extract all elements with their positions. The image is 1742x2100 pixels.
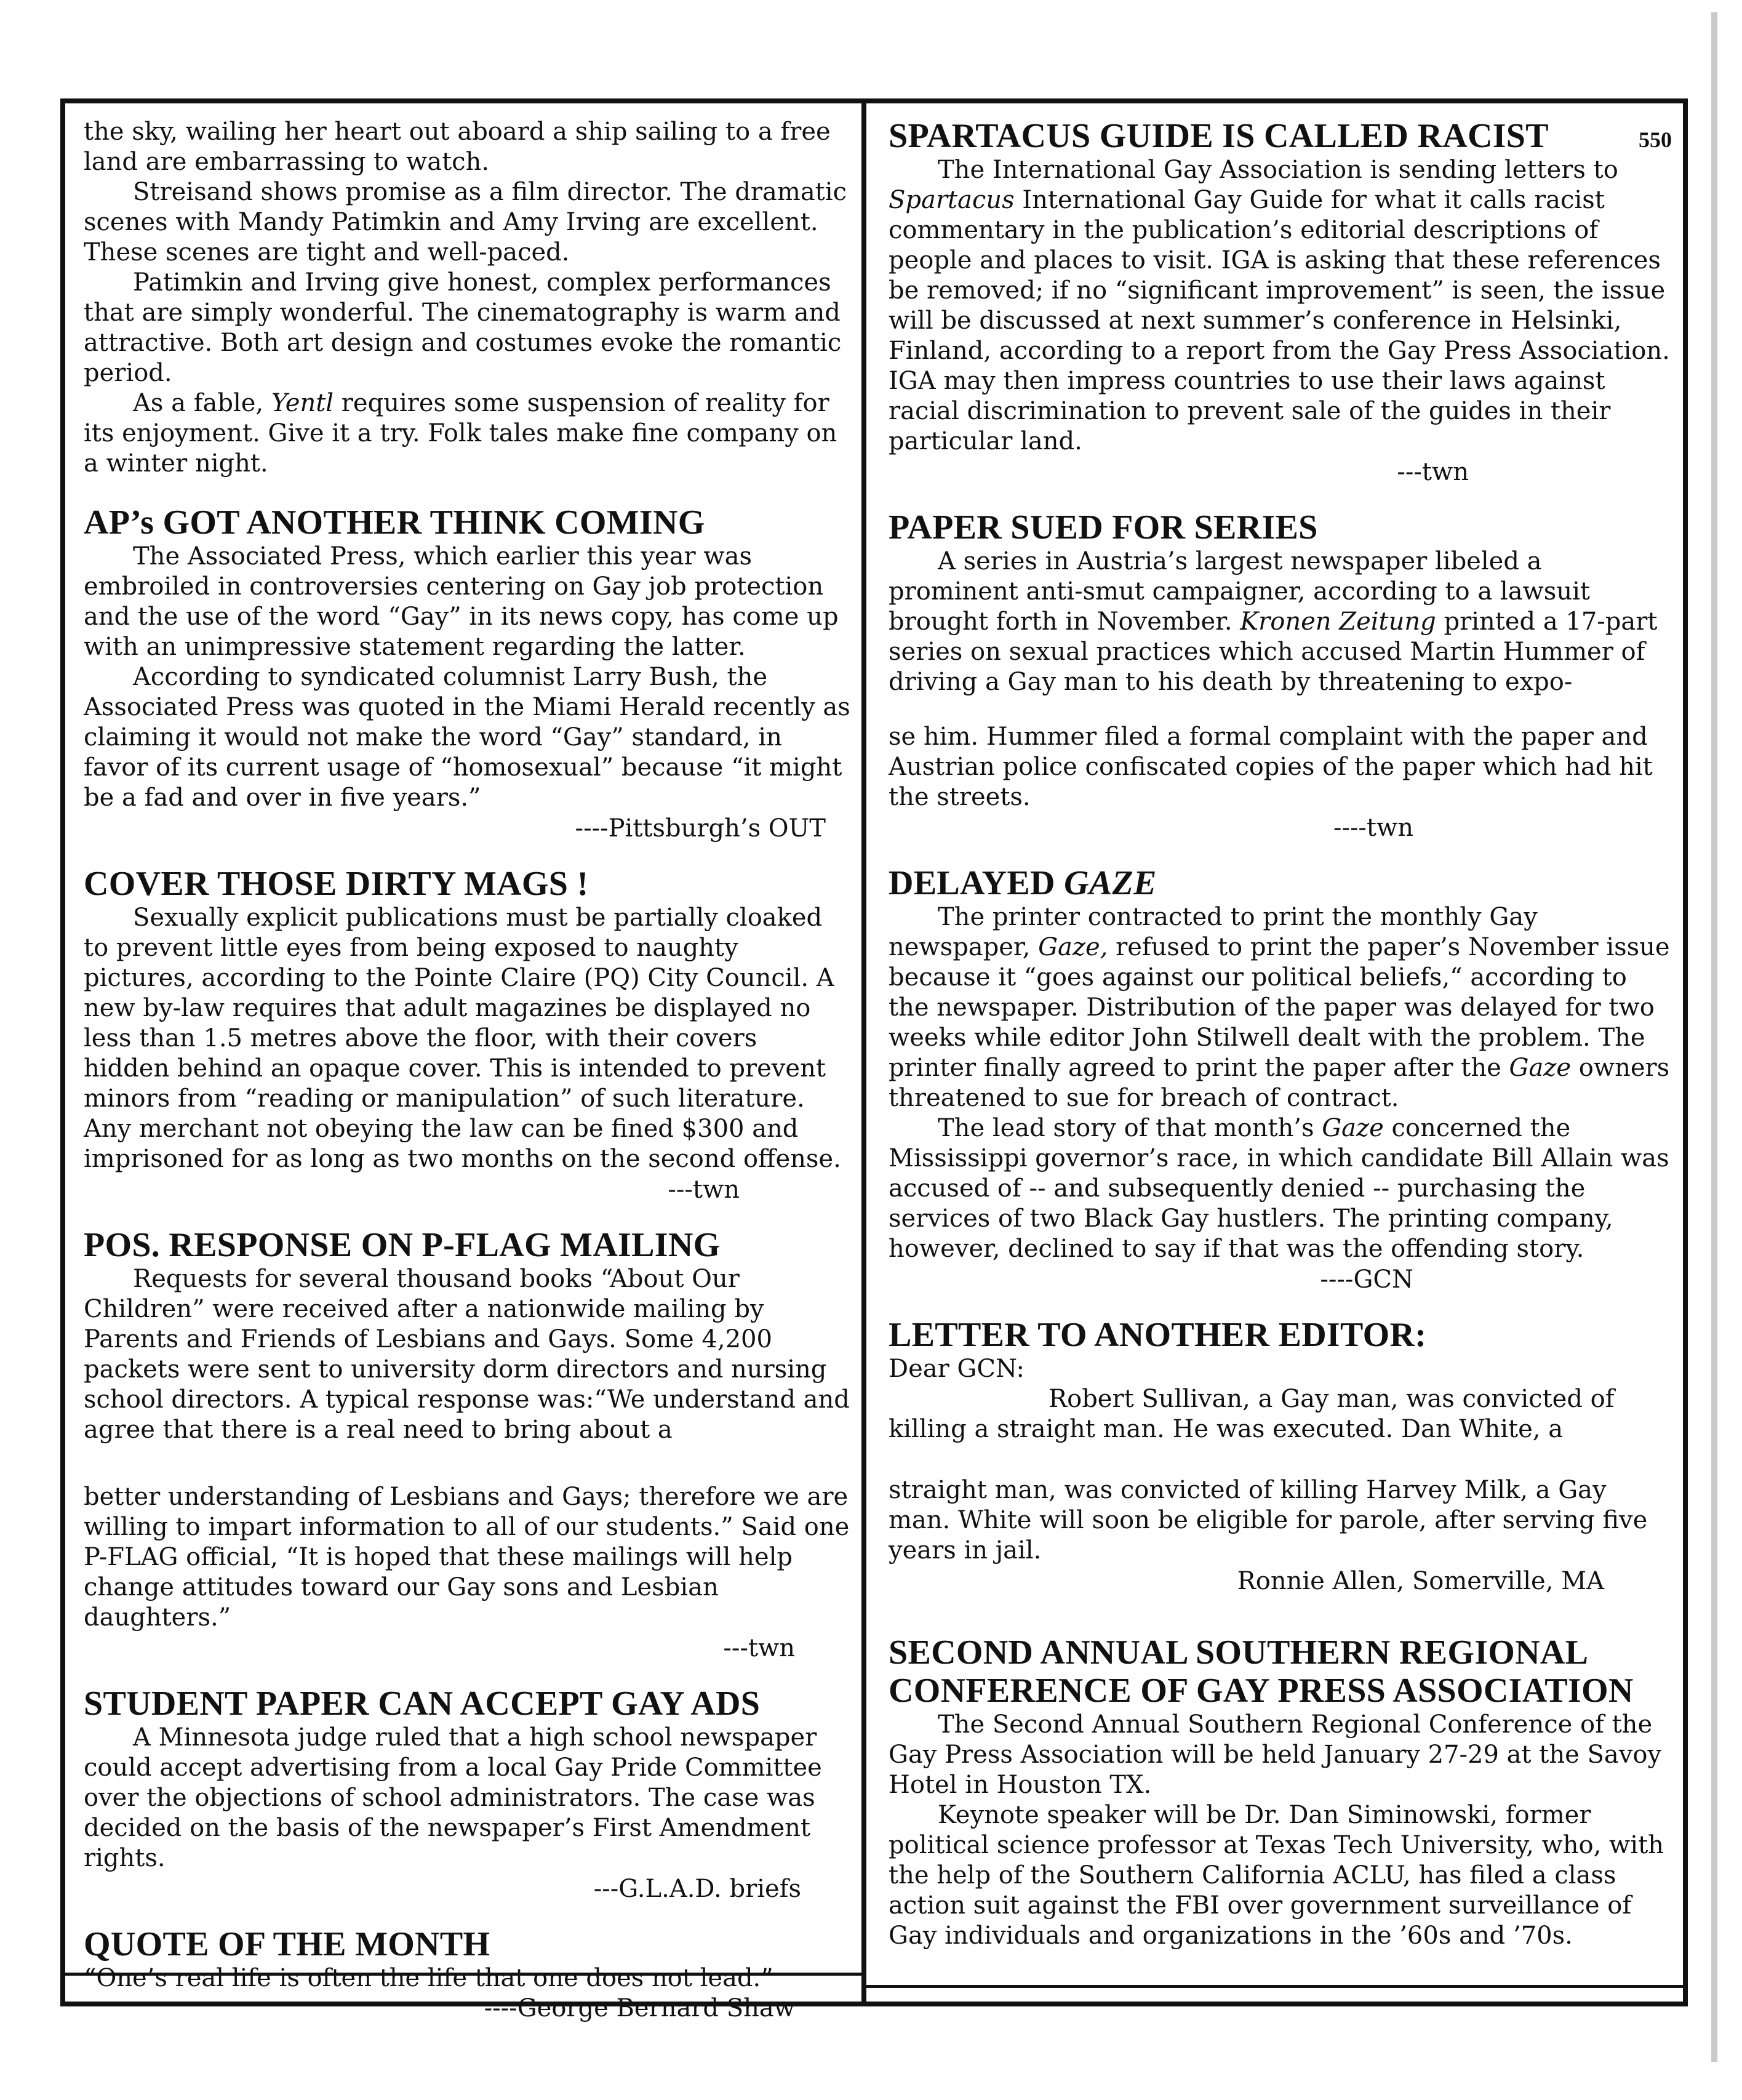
text-run: A series in Austria’s largest newspaper libeled a prominent anti-smut campaigner, according to a lawsuit brought forth in November.	[889, 547, 1590, 636]
headline-row	[889, 117, 1672, 155]
source-credit: ----Pittsburgh’s OUT	[575, 814, 826, 843]
article-paper-sued	[889, 508, 1672, 843]
headline-title: GAZE	[1064, 864, 1157, 902]
article-paragraph: According to syndicated columnist Larry Bush, the Associated Press was quoted in the Miami Herald recently as claiming it would not make the word “Gay” standard, in favor of its current usage of “homosexual” because “it might be a fad and over in five years.”	[84, 663, 850, 812]
article-paragraph: Patimkin and Irving give honest, complex performances that are simply wonderful. The cinematography is warm and attractive. Both art design and costumes evoke the romantic period.	[84, 268, 842, 387]
publication-title: Gaze,	[1038, 933, 1108, 961]
letter-signature: Ronnie Allen, Somerville, MA	[1237, 1567, 1604, 1595]
headline: STUDENT PAPER CAN ACCEPT GAY ADS	[84, 1685, 761, 1723]
article-paragraph	[889, 547, 1672, 697]
article-paragraph: Sexually explicit publications must be partially cloaked to prevent little eyes from being exposed to naughty pictures, according to the Pointe Claire (PQ) City Council. A new by-law requires that adult magazines be displayed no less than 1.5 metres above the floor, with their covers hidden behind an opaque cover. This is intended to prevent minors from “reading or manipulation” of such literature. Any merchant not obeying the law can be fined $300 and imprisoned for as long as two months on the second offense.	[84, 904, 841, 1173]
source-credit: ----GCN	[1320, 1265, 1413, 1294]
headline: CONFERENCE OF GAY PRESS ASSOCIATION	[889, 1672, 1634, 1710]
article-paragraph: A Minnesota judge ruled that a high school newspaper could accept advertising from a local Gay Pride Committee over the objections of school administrators. The case was decided on the basis of the newspaper’s First Amendment rights.	[84, 1723, 822, 1872]
article-paragraph: Robert Sullivan, a Gay man, was convicted of killing a straight man. He was executed. Dan White, a	[889, 1385, 1615, 1443]
article-paragraph: Streisand shows promise as a film director. The dramatic scenes with Mandy Patimkin and Amy Irving are excellent. These scenes are tight and well-paced.	[84, 178, 847, 267]
text-run: refused to print the paper’s November issue because it “goes against our political beliefs,“ according to the newspaper. Distribution of the paper was delayed for two weeks while editor John Stilwell dealt with the problem. The printer finally agreed to print the paper after the	[889, 933, 1670, 1082]
article-letter	[889, 1316, 1672, 1597]
article-student-paper	[84, 1685, 850, 1904]
text-run: concerned the Mississippi governor’s race, in which candidate Bill Allain was accused of -- and subsequently denied -- purchasing the services of two Black Gay hustlers. The printing company, however, declined to say if that was the offending story.	[889, 1114, 1669, 1263]
article-conference	[889, 1633, 1672, 1951]
article-paragraph: better understanding of Lesbians and Gays; therefore we are willing to impart information to all of our students.” Said one P-FLAG official, “It is hoped that these mailings will help change attitudes toward our Gay sons and Lesbian daughters.”	[84, 1483, 850, 1632]
headline: POS. RESPONSE ON P-FLAG MAILING	[84, 1226, 721, 1264]
article-pflag	[84, 1226, 850, 1664]
letter-salutation: Dear GCN:	[889, 1355, 1025, 1383]
article-paragraph	[84, 388, 850, 479]
headline: PAPER SUED FOR SERIES	[889, 508, 1318, 547]
source-credit: ---G.L.A.D. briefs	[593, 1875, 801, 1903]
left-column	[60, 98, 866, 2022]
article-paragraph: Keynote speaker will be Dr. Dan Siminowski, former political science professor at Texas Tech University, who, with the help of the Southern California ACLU, has filed a class action suit against the FBI over government surveillance of Gay individuals and organizations in the ’60s and ’70s.	[889, 1801, 1664, 1950]
publication-title: Kronen Zeitung	[1240, 607, 1436, 636]
source-credit: ---twn	[668, 1176, 740, 1204]
page-edge-shadow	[1711, 12, 1717, 2062]
publication-title: Gaze	[1322, 1114, 1384, 1142]
source-credit: ---twn	[723, 1634, 795, 1662]
headline: AP’s GOT ANOTHER THINK COMING	[84, 503, 705, 542]
quote-attribution: ----George Bernard Shaw	[484, 1994, 795, 2022]
headline: SECOND ANNUAL SOUTHERN REGIONAL	[889, 1633, 1589, 1672]
text-run: requires some suspension of reality for its enjoyment. Give it a try. Folk tales make fine company on a winter night.	[84, 389, 837, 478]
headline: LETTER TO ANOTHER EDITOR:	[889, 1316, 1427, 1354]
article-yentl-review-continued	[84, 117, 850, 479]
article-paragraph	[889, 155, 1672, 457]
article-paragraph	[889, 902, 1672, 1113]
article-spartacus	[889, 117, 1672, 487]
article-dirty-mags	[84, 865, 850, 1205]
headline: QUOTE OF THE MONTH	[84, 1925, 490, 1963]
article-paragraph: straight man, was convicted of killing Harvey Milk, a Gay man. White will soon be eligible for parole, after serving five years in jail.	[889, 1476, 1648, 1565]
quote-text: “One’s real life is often the life that one does not lead.”	[84, 1964, 773, 1992]
film-title: Yentl	[271, 389, 334, 417]
article-paragraph: The Second Annual Southern Regional Conference of the Gay Press Association will be held January 27-29 at the Savoy Hotel in Houston TX.	[889, 1710, 1662, 1799]
headline-text: DELAYED	[889, 864, 1065, 902]
page-number: 550	[1639, 127, 1672, 152]
text-run: The lead story of that month’s	[938, 1114, 1322, 1142]
article-quote-of-month	[84, 1925, 850, 2024]
paste-up-gap	[889, 697, 1672, 722]
headline: COVER THOSE DIRTY MAGS !	[84, 865, 589, 903]
article-delayed-gaze	[889, 864, 1672, 1295]
publication-title: Spartacus	[889, 186, 1015, 214]
source-credit: ----twn	[1333, 814, 1413, 842]
source-credit: ---twn	[1397, 458, 1469, 486]
paste-up-gap	[84, 1445, 850, 1482]
paste-up-gap	[889, 1445, 1672, 1475]
article-paragraph	[889, 1113, 1672, 1264]
right-column	[861, 98, 1688, 2006]
text-run: International Gay Guide for what it calls racist commentary in the publication’s editorial descriptions of people and places to visit. IGA is asking that these references be removed; if no “significant improvement” is seen, the issue will be discussed at next summer’s conference in Helsinki, Finland, according to a report from the Gay Press Association. IGA may then impress countries to use their laws against racial discrimination to prevent sale of the guides in their particular land.	[889, 186, 1670, 455]
headline: SPARTACUS GUIDE IS CALLED RACIST	[889, 117, 1549, 155]
text-run: printed a 17-part series on sexual practices which accused Martin Hummer of driving a Gay man to his death by threatening to expo-	[889, 607, 1658, 696]
article-ap	[84, 503, 850, 844]
article-paragraph: Requests for several thousand books “About Our Children” were received after a nationwide mailing by Parents and Friends of Lesbians and Gays. Some 4,200 packets were sent to university dorm directors and nursing school directors. A typical response was:“We understand and agree that there is a real need to bring about a	[84, 1265, 850, 1444]
headline	[889, 864, 1672, 902]
text-run: owners threatened to sue for breach of contract.	[889, 1054, 1670, 1112]
article-paragraph: the sky, wailing her heart out aboard a ship sailing to a free land are embarrassing to watch.	[84, 118, 831, 176]
article-paragraph: The Associated Press, which earlier this year was embroiled in controversies centering on Gay job protection and the use of the word “Gay” in its news copy, has come up with an unimpressive statement regarding the latter.	[84, 542, 839, 661]
text-run: As a fable,	[133, 389, 271, 417]
article-paragraph: se him. Hummer filed a formal complaint with the paper and Austrian police confiscated copies of the paper which had hit the streets.	[889, 723, 1653, 811]
text-run: The International Gay Association is sending letters to	[938, 156, 1618, 184]
text-run: The printer contracted to print the monthly Gay newspaper,	[889, 903, 1538, 961]
publication-title: Gaze	[1509, 1054, 1572, 1082]
